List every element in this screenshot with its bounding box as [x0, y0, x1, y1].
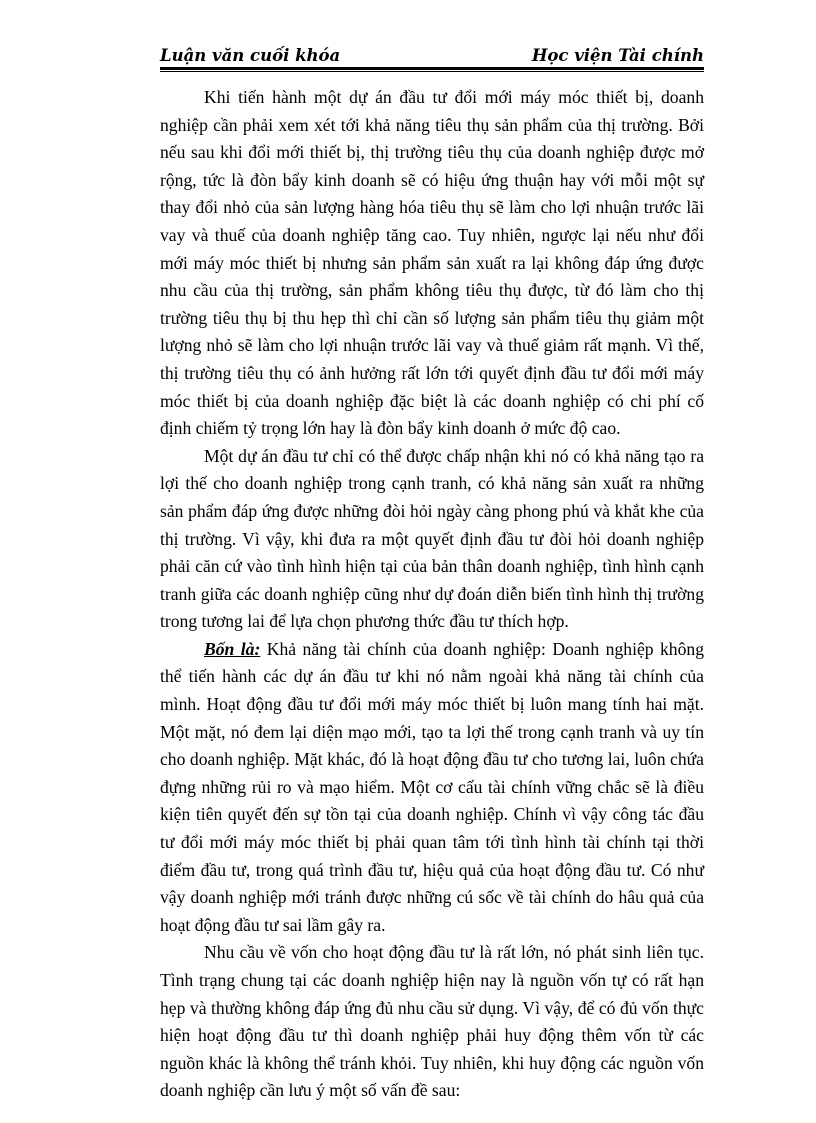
paragraph-capital-needs: [160, 939, 704, 1105]
paragraph-lead-label: Bốn là:: [204, 638, 261, 659]
paragraph-financial-capacity: [160, 636, 704, 940]
paragraph-text: Khả năng tài chính của doanh nghiệp: Doanh nghiệp không thể tiến hành các dự án đầu tư khi nó nằm ngoài khả năng tài chính của mình. Hoạt động đầu tư đổi mới máy móc thiết bị luôn mang tính hai mặt. Một mặt, nó đem lại diện mạo mới, tạo ta lợi thế trong cạnh tranh và uy tín cho doanh nghiệp. Mặt khác, đó là hoạt động đầu tư cho tương lai, luôn chứa đựng những rủi ro và mạo hiểm. Một cơ cấu tài chính vững chắc sẽ là điều kiện tiên quyết đến sự tồn tại của doanh nghiệp. Chính vì vậy công tác đầu tư đổi mới máy móc thiết bị phải quan tâm tới tình hình tài chính tại thời điểm đầu tư, trong quá trình đầu tư, hiệu quả của hoạt động đầu tư. Có như vậy doanh nghiệp mới tránh được những cú sốc về tài chính do hâu quả của hoạt động đầu tư sai lầm gây ra.: [160, 638, 704, 935]
header-double-rule: [160, 67, 704, 72]
header-institution: Học viện Tài chính: [531, 46, 704, 65]
paragraph-market-consumption: [160, 84, 704, 443]
paragraph-text: Một dự án đầu tư chỉ có thể được chấp nhận khi nó có khả năng tạo ra lợi thế cho doanh nghiệp trong cạnh tranh, có khả năng sản xuất ra những sản phẩm đáp ứng được những đòi hỏi ngày càng phong phú và khắt khe của thị trường. Vì vậy, khi đưa ra một quyết định đầu tư đòi hỏi doanh nghiệp phải căn cứ vào tình hình hiện tại của bản thân doanh nghiệp, tình hình cạnh tranh giữa các doanh nghiệp cũng như dự đoán diễn biến tình hình thị trường trong tương lai để lựa chọn phương thức đầu tư thích hợp.: [160, 445, 704, 632]
document-body: [160, 84, 704, 1105]
paragraph-competitive-advantage: [160, 443, 704, 636]
paragraph-text: Nhu cầu về vốn cho hoạt động đầu tư là rất lớn, nó phát sinh liên tục. Tình trạng chung tại các doanh nghiệp hiện nay là nguồn vốn tự có rất hạn hẹp và thường không đáp ứng đủ nhu cầu sử dụng. Vì vậy, để có đủ vốn thực hiện hoạt động đầu tư thì doanh nghiệp phải huy động thêm vốn từ các nguồn khác là không thể tránh khỏi. Tuy nhiên, khi huy động các nguồn vốn doanh nghiệp cần lưu ý một số vấn đề sau:: [160, 942, 704, 1101]
page-header: [160, 44, 704, 72]
paragraph-text: Khi tiến hành một dự án đầu tư đổi mới máy móc thiết bị, doanh nghiệp cần phải xem xét tới khả năng tiêu thụ sản phẩm của thị trường. Bởi nếu sau khi đổi mới thiết bị, thị trường tiêu thụ của doanh nghiệp được mở rộng, tức là đòn bẩy kinh doanh sẽ có hiệu ứng thuận hay với mỗi một sự thay đổi nhỏ của sản lượng hàng hóa tiêu thụ sẽ làm cho lợi nhuận trước lãi vay và thuế của doanh nghiệp tăng cao. Tuy nhiên, ngược lại nếu như đổi mới máy móc thiết bị nhưng sản phẩm sản xuất ra lại không đáp ứng được nhu cầu của thị trường, sản phẩm không tiêu thụ được, từ đó làm cho thị trường tiêu thụ bị thu hẹp thì chỉ cần số lượng sản phẩm tiêu thụ giảm một lượng nhỏ sẽ làm cho lợi nhuận trước lãi vay và thuế giảm rất mạnh. Vì thế, thị trường tiêu thụ có ảnh hưởng rất lớn tới quyết định đầu tư đổi mới máy móc thiết bị của doanh nghiệp đặc biệt là các doanh nghiệp có chi phí cố định chiếm tỷ trọng lớn hay là đòn bẩy kinh doanh ở mức độ cao.: [160, 87, 704, 439]
header-thesis-title: Luận văn cuối khóa: [160, 46, 341, 65]
